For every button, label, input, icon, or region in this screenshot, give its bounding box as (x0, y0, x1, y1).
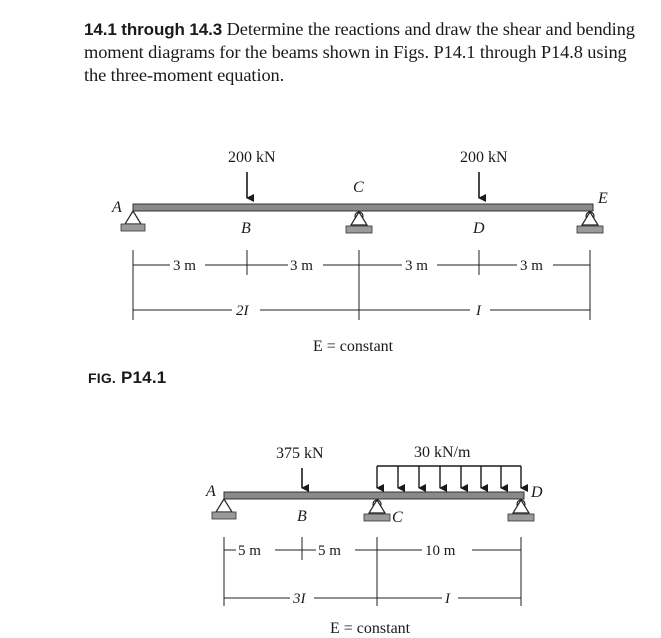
load-label-d: 200 kN (460, 149, 508, 166)
inertia-label-ac: 2I (236, 303, 249, 319)
point-b2-label: B (297, 508, 307, 525)
beam-2 (224, 492, 524, 499)
load-label-b: 200 kN (228, 149, 276, 166)
point-a2-label: A (206, 483, 216, 500)
support-a-icon (121, 211, 145, 231)
problem-number: 14.1 through 14.3 (84, 20, 223, 39)
problem-text: Determine the reactions and draw the shear and bending moment diagrams for the beams shown in Figs. P14.1 through P14.8 using the three-moment equation. (84, 19, 635, 85)
support-e-icon (577, 212, 603, 233)
point-e-label: E (598, 190, 608, 207)
span-label-bc: 3 m (290, 258, 313, 274)
span-label-ab: 3 m (173, 258, 196, 274)
material-note-1: E = constant (313, 338, 394, 355)
inertia-label-ac2: 3I (293, 591, 306, 607)
inertia-label-ce: I (476, 303, 481, 319)
dimension-lines-2 (224, 537, 521, 606)
dist-load-label: 30 kN/m (414, 444, 471, 461)
point-c2-label: C (392, 509, 403, 526)
support-c-icon (346, 212, 372, 233)
figure-label-id: P14.1 (120, 368, 167, 387)
span-label-cd: 3 m (405, 258, 428, 274)
support-c2-icon (364, 500, 390, 521)
beam-1 (133, 204, 593, 211)
point-d-label: D (473, 220, 485, 237)
support-d2-icon (508, 500, 534, 521)
point-a-label: A (112, 199, 122, 216)
load-label-b2: 375 kN (276, 445, 324, 462)
span-label-ab2: 5 m (238, 543, 261, 559)
distributed-load-icon (377, 466, 521, 488)
span-label-bc2: 5 m (318, 543, 341, 559)
support-a2-icon (212, 499, 236, 519)
point-b-label: B (241, 220, 251, 237)
figure-p14-2 (205, 444, 543, 637)
span-label-cd2: 10 m (425, 543, 456, 559)
span-label-de: 3 m (520, 258, 543, 274)
figure-label-prefix: FIG. (88, 370, 117, 386)
figure-p14-1 (111, 149, 608, 355)
point-c-label: C (353, 179, 364, 196)
inertia-label-cd2: I (445, 591, 450, 607)
material-note-2: E = constant (330, 620, 411, 637)
point-d2-label: D (531, 484, 543, 501)
